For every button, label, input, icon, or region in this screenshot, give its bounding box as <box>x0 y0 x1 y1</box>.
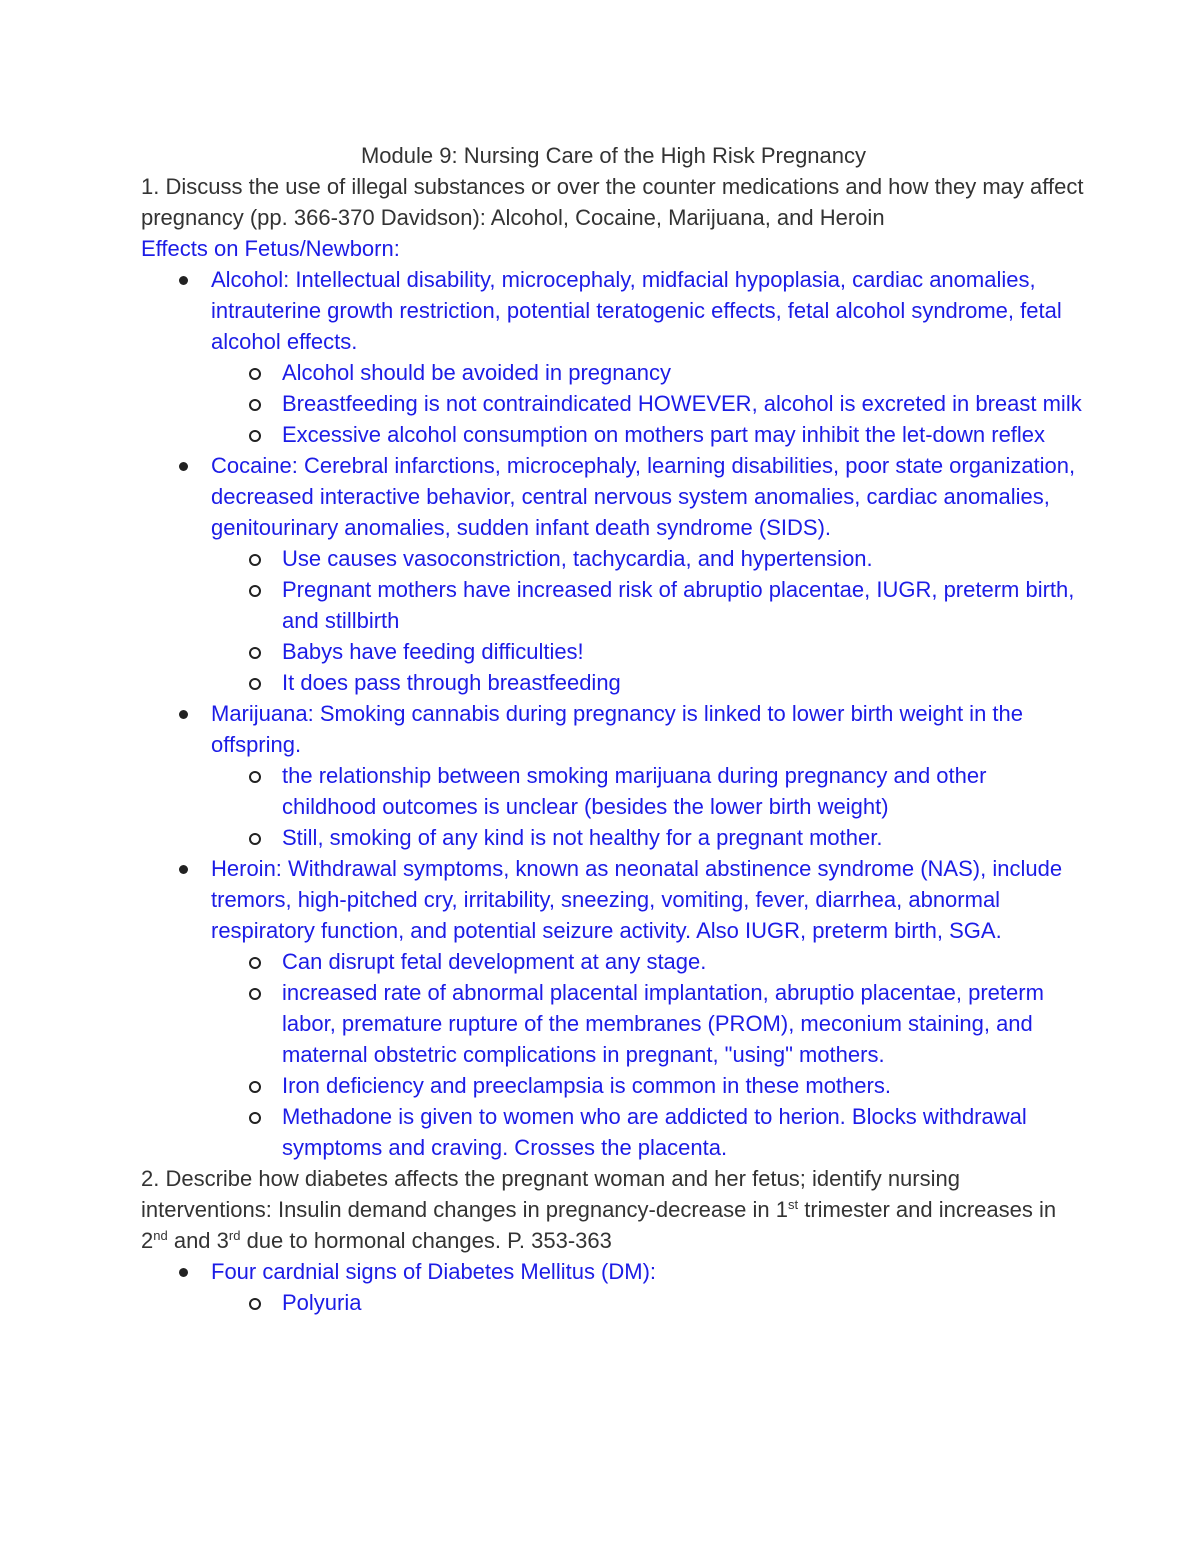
hollow-bullet-icon <box>249 399 261 411</box>
marijuana-sublist <box>211 760 1086 853</box>
bullet-icon <box>179 276 188 285</box>
question-2-part: due to hormonal changes. P. 353-363 <box>240 1228 612 1253</box>
question-2-part: trimester and increases in 2 <box>141 1197 1057 1253</box>
sublist-item <box>211 1070 1086 1101</box>
sublist-item-text: Breastfeeding is not contraindicated HOWEVER, alcohol is excreted in breast milk <box>282 391 1082 416</box>
question-2-part: and 3 <box>167 1228 229 1253</box>
sublist-item <box>211 543 1086 574</box>
sublist-item <box>211 667 1086 698</box>
hollow-bullet-icon <box>249 957 261 969</box>
sublist-item-text: It does pass through breastfeeding <box>282 670 621 695</box>
sublist-item-text: Still, smoking of any kind is not healthy for a pregnant mother. <box>282 825 883 850</box>
question-2-part: 2. Describe how diabetes affects the pregnant woman and her fetus; identify nursing interventions: Insulin demand changes in pregnancy-decrease in 1 <box>141 1166 960 1222</box>
list-item-cocaine <box>141 450 1086 698</box>
effects-subheading: Effects on Fetus/Newborn: <box>141 236 400 261</box>
sublist-item <box>211 760 1086 822</box>
bullet-icon <box>179 462 188 471</box>
diabetes-sublist <box>211 1287 1086 1318</box>
sublist-item <box>211 1101 1086 1163</box>
sublist-item <box>211 946 1086 977</box>
sublist-item-text: the relationship between smoking marijuana during pregnancy and other childhood outcomes is unclear (besides the lower birth weight) <box>282 763 987 819</box>
hollow-bullet-icon <box>249 430 261 442</box>
sublist-item-text: increased rate of abnormal placental implantation, abruptio placentae, preterm labor, premature rupture of the membranes (PROM), meconium staining, and maternal obstetric complications in pregnant, "using" mothers. <box>282 980 1044 1067</box>
sublist-item <box>211 1287 1086 1318</box>
hollow-bullet-icon <box>249 647 261 659</box>
sublist-item-text: Methadone is given to women who are addicted to herion. Blocks withdrawal symptoms and craving. Crosses the placenta. <box>282 1104 1027 1160</box>
sublist-item-text: Alcohol should be avoided in pregnancy <box>282 360 671 385</box>
hollow-bullet-icon <box>249 1298 261 1310</box>
sublist-item <box>211 636 1086 667</box>
hollow-bullet-icon <box>249 771 261 783</box>
alcohol-sublist <box>211 357 1086 450</box>
sublist-item-text: Pregnant mothers have increased risk of abruptio placentae, IUGR, preterm birth, and stillbirth <box>282 577 1075 633</box>
sublist-item <box>211 419 1086 450</box>
sublist-item <box>211 357 1086 388</box>
sublist-item-text: Babys have feeding difficulties! <box>282 639 584 664</box>
sublist-item-text: Excessive alcohol consumption on mothers part may inhibit the let-down reflex <box>282 422 1046 447</box>
bullet-icon <box>179 865 188 874</box>
list-item-text: Marijuana: Smoking cannabis during pregnancy is linked to lower birth weight in the offspring. <box>211 701 1024 757</box>
sublist-item <box>211 388 1086 419</box>
page-title: Module 9: Nursing Care of the High Risk Pregnancy <box>360 143 867 168</box>
hollow-bullet-icon <box>249 1081 261 1093</box>
superscript: st <box>787 1197 799 1212</box>
list-item-marijuana <box>141 698 1086 853</box>
question-1-text: 1. Discuss the use of illegal substances or over the counter medications and how they may affect pregnancy (pp. 366-370 Davidson): Alcohol, Cocaine, Marijuana, and Heroin <box>141 174 1084 230</box>
document-body <box>141 140 1086 1318</box>
sublist-item <box>211 574 1086 636</box>
bullet-icon <box>179 710 188 719</box>
list-item-text: Heroin: Withdrawal symptoms, known as neonatal abstinence syndrome (NAS), include tremors, high-pitched cry, irritability, sneezing, vomiting, fever, diarrhea, abnormal respiratory function, and potential seizure activity. Also IUGR, preterm birth, SGA. <box>211 856 1063 943</box>
hollow-bullet-icon <box>249 678 261 690</box>
list-item-text: Cocaine: Cerebral infarctions, microcephaly, learning disabilities, poor state organization, decreased interactive behavior, central nervous system anomalies, cardiac anomalies, genitourinary anomalies, sudden infant death syndrome (SIDS). <box>211 453 1076 540</box>
list-item-text: Alcohol: Intellectual disability, microcephaly, midfacial hypoplasia, cardiac anomalies, intrauterine growth restriction, potential teratogenic effects, fetal alcohol syndrome, fetal alcohol effects. <box>211 267 1062 354</box>
heroin-sublist <box>211 946 1086 1163</box>
diabetes-list <box>141 1256 1086 1318</box>
sublist-item <box>211 822 1086 853</box>
hollow-bullet-icon <box>249 988 261 1000</box>
hollow-bullet-icon <box>249 1112 261 1124</box>
list-item-heroin <box>141 853 1086 1163</box>
hollow-bullet-icon <box>249 833 261 845</box>
list-item-diabetes-signs <box>141 1256 1086 1318</box>
question-2-text <box>141 1163 1086 1256</box>
hollow-bullet-icon <box>249 585 261 597</box>
hollow-bullet-icon <box>249 554 261 566</box>
list-item-alcohol <box>141 264 1086 450</box>
hollow-bullet-icon <box>249 368 261 380</box>
substance-list <box>141 264 1086 1163</box>
cocaine-sublist <box>211 543 1086 698</box>
bullet-icon <box>179 1268 188 1277</box>
sublist-item-text: Use causes vasoconstriction, tachycardia, and hypertension. <box>282 546 873 571</box>
sublist-item <box>211 977 1086 1070</box>
sublist-item-text: Polyuria <box>282 1290 362 1315</box>
superscript: rd <box>228 1228 241 1243</box>
list-item-text: Four cardnial signs of Diabetes Mellitus (DM): <box>211 1259 657 1284</box>
sublist-item-text: Iron deficiency and preeclampsia is common in these mothers. <box>282 1073 891 1098</box>
sublist-item-text: Can disrupt fetal development at any stage. <box>282 949 707 974</box>
superscript: nd <box>153 1228 168 1243</box>
